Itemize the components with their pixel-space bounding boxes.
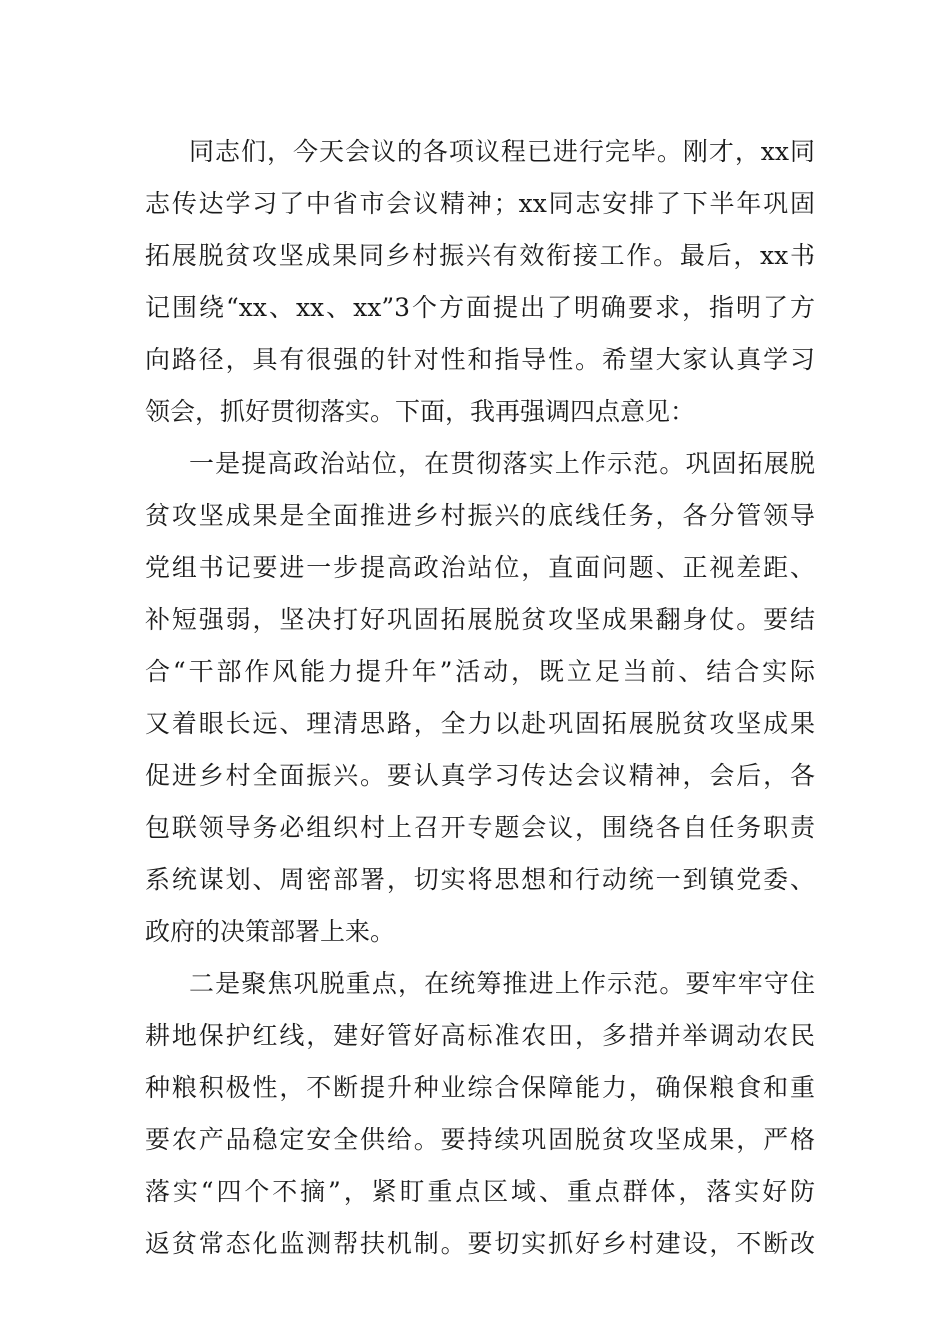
paragraph-line: 落实“四个不摘”，紧盯重点区域、重点群体，落实好防 (145, 1177, 815, 1206)
paragraph-line: 种粮积极性，不断提升种业综合保障能力，确保粮食和重 (145, 1073, 815, 1102)
paragraph-line: 合“干部作风能力提升年”活动，既立足当前、结合实际 (145, 657, 815, 686)
paragraph-line: 领会，抓好贯彻落实。下面，我再强调四点意见： (145, 397, 696, 426)
paragraph-line: 一是提高政治站位，在贯彻落实上作示范。巩固拓展脱 (189, 449, 815, 478)
paragraph-line: 系统谋划、周密部署，切实将思想和行动统一到镇党委、 (145, 865, 815, 894)
paragraph-line: 包联领导务必组织村上召开专题会议，围绕各自任务职责 (145, 813, 815, 842)
paragraph-line: 促进乡村全面振兴。要认真学习传达会议精神，会后，各 (145, 761, 815, 790)
paragraph-line: 记围绕“xx、xx、xx”3个方面提出了明确要求，指明了方 (145, 293, 815, 322)
paragraph-line: 拓展脱贫攻坚成果同乡村振兴有效衔接工作。最后，xx书 (145, 241, 815, 270)
paragraph-line: 志传达学习了中省市会议精神；xx同志安排了下半年巩固 (145, 189, 815, 218)
paragraph-line: 补短强弱，坚决打好巩固拓展脱贫攻坚成果翻身仗。要结 (145, 605, 815, 634)
paragraph-line: 贫攻坚成果是全面推进乡村振兴的底线任务，各分管领导 (145, 501, 815, 530)
paragraph-line: 向路径，具有很强的针对性和指导性。希望大家认真学习 (145, 345, 815, 374)
paragraph-line: 返贫常态化监测帮扶机制。要切实抓好乡村建设，不断改 (145, 1229, 815, 1258)
paragraph-line: 耕地保护红线，建好管好高标准农田，多措并举调动农民 (145, 1021, 815, 1050)
paragraph-line: 二是聚焦巩脱重点，在统筹推进上作示范。要牢牢守住 (189, 969, 815, 998)
paragraph-line: 政府的决策部署上来。 (145, 917, 396, 946)
paragraph-line: 要农产品稳定安全供给。要持续巩固脱贫攻坚成果，严格 (145, 1125, 815, 1154)
paragraph-line: 又着眼长远、理清思路，全力以赴巩固拓展脱贫攻坚成果 (145, 709, 815, 738)
paragraph-line: 党组书记要进一步提高政治站位，直面问题、正视差距、 (145, 553, 815, 582)
paragraph-line: 同志们，今天会议的各项议程已进行完毕。刚才，xx同 (189, 137, 815, 166)
